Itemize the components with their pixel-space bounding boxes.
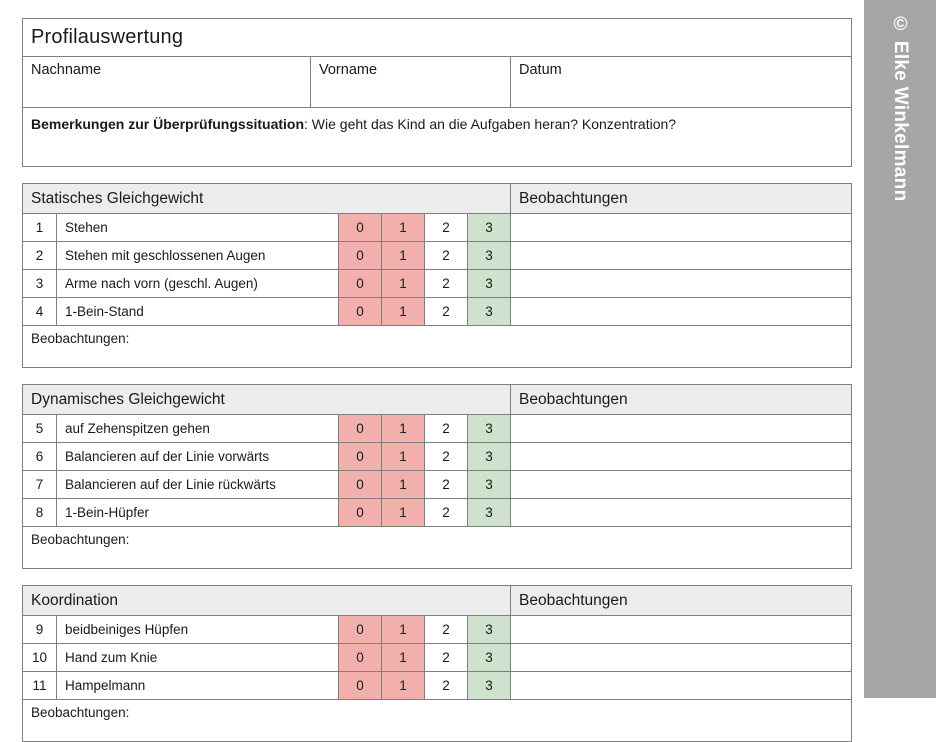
field-datum[interactable] [511,57,851,107]
section-observations-field[interactable] [23,526,851,568]
row-number: 8 [23,499,57,526]
score-cell-3[interactable]: 3 [468,616,511,643]
identity-row [23,57,851,108]
score-cell-3[interactable]: 3 [468,214,511,241]
section-observations-header: Beobachtungen [519,390,628,408]
row-number: 1 [23,214,57,241]
row-observation-field[interactable] [511,616,851,643]
row-task: 1-Bein-Hüpfer [57,499,339,526]
page-title: Profilauswertung [31,26,184,48]
header-block [22,18,852,167]
table-row [23,298,851,325]
row-number: 3 [23,270,57,297]
score-cell-1[interactable]: 1 [382,242,425,269]
score-cell-3[interactable]: 3 [468,242,511,269]
section-rows [23,214,851,325]
score-cell-0[interactable]: 0 [339,415,382,442]
score-cell-1[interactable]: 1 [382,672,425,699]
score-cell-2[interactable]: 2 [425,644,468,671]
row-observation-field[interactable] [511,644,851,671]
table-row [23,214,851,242]
score-cell-0[interactable]: 0 [339,214,382,241]
row-observation-field[interactable] [511,242,851,269]
table-row [23,415,851,443]
row-number: 11 [23,672,57,699]
row-task: beidbeiniges Hüpfen [57,616,339,643]
remark-label: Bemerkungen zur Überprüfungssituation [31,116,305,132]
remark-question: : Wie geht das Kind an die Aufgaben heran? Konzentration? [304,116,677,132]
score-cell-3[interactable]: 3 [468,415,511,442]
score-cell-3[interactable]: 3 [468,270,511,297]
score-cell-0[interactable]: 0 [339,443,382,470]
section-observations-field[interactable] [23,325,851,367]
section-koordination [22,585,852,742]
score-cell-1[interactable]: 1 [382,616,425,643]
score-cell-1[interactable]: 1 [382,415,425,442]
score-cell-1[interactable]: 1 [382,214,425,241]
field-vorname[interactable] [311,57,511,107]
copyright-sidebar [864,0,936,698]
score-cell-1[interactable]: 1 [382,644,425,671]
row-task: Balancieren auf der Linie vorwärts [57,443,339,470]
row-task: auf Zehenspitzen gehen [57,415,339,442]
field-datum-label: Datum [519,62,562,78]
row-observation-field[interactable] [511,499,851,526]
field-nachname-label: Nachname [31,62,102,78]
section-title: Koordination [23,586,511,615]
score-cell-0[interactable]: 0 [339,672,382,699]
table-row [23,672,851,699]
row-observation-field[interactable] [511,471,851,498]
score-cell-3[interactable]: 3 [468,672,511,699]
table-row [23,499,851,526]
score-cell-1[interactable]: 1 [382,298,425,325]
score-cell-0[interactable]: 0 [339,644,382,671]
table-row [23,644,851,672]
table-row [23,443,851,471]
section-observations-label: Beobachtungen: [31,331,130,346]
score-cell-3[interactable]: 3 [468,443,511,470]
section-observations-header: Beobachtungen [519,591,628,609]
score-cell-0[interactable]: 0 [339,242,382,269]
row-number: 2 [23,242,57,269]
score-cell-2[interactable]: 2 [425,499,468,526]
remark-field[interactable] [23,108,851,166]
row-observation-field[interactable] [511,298,851,325]
row-number: 4 [23,298,57,325]
score-cell-3[interactable]: 3 [468,499,511,526]
field-nachname[interactable] [23,57,311,107]
score-cell-2[interactable]: 2 [425,242,468,269]
score-cell-1[interactable]: 1 [382,443,425,470]
row-task: Hampelmann [57,672,339,699]
row-number: 10 [23,644,57,671]
score-cell-1[interactable]: 1 [382,499,425,526]
table-row [23,616,851,644]
table-row [23,270,851,298]
section-rows [23,616,851,699]
score-cell-0[interactable]: 0 [339,270,382,297]
score-cell-2[interactable]: 2 [425,415,468,442]
score-cell-1[interactable]: 1 [382,270,425,297]
score-cell-2[interactable]: 2 [425,471,468,498]
score-cell-0[interactable]: 0 [339,616,382,643]
copyright-label: © Elke Winkelmann [890,14,911,202]
page-title-row [23,19,851,57]
score-cell-0[interactable]: 0 [339,471,382,498]
table-row [23,242,851,270]
form-content [22,18,852,742]
row-observation-field[interactable] [511,214,851,241]
row-task: 1-Bein-Stand [57,298,339,325]
section-observations-header: Beobachtungen [519,189,628,207]
section-header [23,385,851,415]
score-cell-3[interactable]: 3 [468,298,511,325]
row-task: Balancieren auf der Linie rückwärts [57,471,339,498]
section-observations-label: Beobachtungen: [31,705,130,720]
section-header [23,586,851,616]
row-task: Arme nach vorn (geschl. Augen) [57,270,339,297]
table-row [23,471,851,499]
row-task: Hand zum Knie [57,644,339,671]
row-task: Stehen mit geschlossenen Augen [57,242,339,269]
row-observation-field[interactable] [511,270,851,297]
score-cell-0[interactable]: 0 [339,499,382,526]
score-cell-2[interactable]: 2 [425,298,468,325]
row-observation-field[interactable] [511,443,851,470]
row-number: 9 [23,616,57,643]
score-cell-3[interactable]: 3 [468,644,511,671]
row-number: 7 [23,471,57,498]
section-observations-field[interactable] [23,699,851,741]
field-vorname-label: Vorname [319,62,378,78]
section-title: Statisches Gleichgewicht [23,184,511,213]
section-statisches-gleichgewicht [22,183,852,368]
row-number: 6 [23,443,57,470]
score-cell-0[interactable]: 0 [339,298,382,325]
section-title: Dynamisches Gleichgewicht [23,385,511,414]
score-cell-2[interactable]: 2 [425,616,468,643]
score-cell-2[interactable]: 2 [425,443,468,470]
row-task: Stehen [57,214,339,241]
score-cell-3[interactable]: 3 [468,471,511,498]
section-observations-label: Beobachtungen: [31,532,130,547]
row-number: 5 [23,415,57,442]
row-observation-field[interactable] [511,672,851,699]
section-header [23,184,851,214]
row-observation-field[interactable] [511,415,851,442]
score-cell-2[interactable]: 2 [425,270,468,297]
section-dynamisches-gleichgewicht [22,384,852,569]
score-cell-2[interactable]: 2 [425,672,468,699]
section-rows [23,415,851,526]
score-cell-2[interactable]: 2 [425,214,468,241]
score-cell-1[interactable]: 1 [382,471,425,498]
